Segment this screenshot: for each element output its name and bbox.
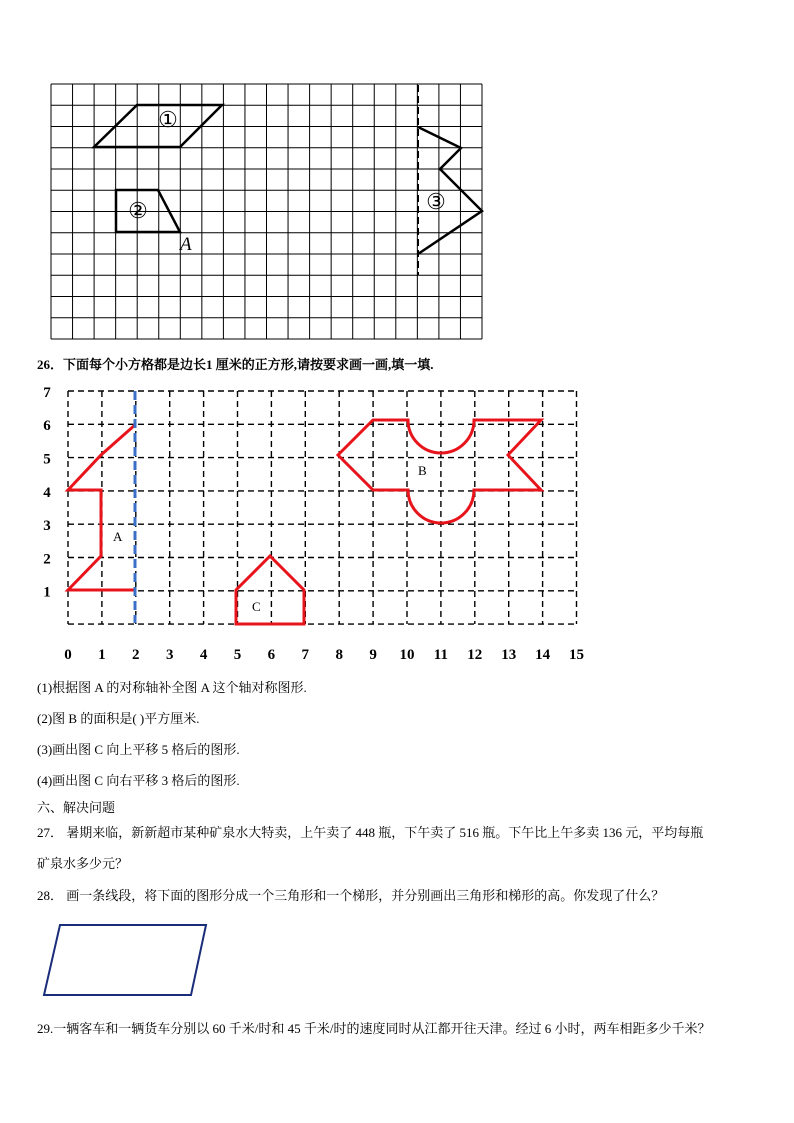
- point-label-a: A: [180, 234, 192, 255]
- q29-text: 29.一辆客车和一辆货车分别以 60 千米/时和 45 千米/时的速度同时从江都开往天津。经过 6 小时，两车相距多少千米？: [37, 1021, 711, 1036]
- figure1-grid-diagram: [0, 0, 794, 345]
- q26-item-1: (1)根据图 A 的对称轴补全图 A 这个轴对称图形.: [37, 680, 307, 695]
- x-tick-label: 11: [433, 647, 448, 663]
- x-tick-label: 2: [132, 647, 140, 663]
- y-tick-label: 7: [43, 384, 51, 401]
- y-axis-tick-labels: [43, 385, 51, 601]
- y-tick-label: 1: [43, 584, 51, 601]
- shape-c: [236, 556, 304, 624]
- x-axis-tick-labels: [64, 647, 584, 663]
- shape-label-3: ③: [426, 189, 446, 214]
- x-tick-label: 7: [301, 647, 310, 663]
- x-tick-label: 3: [165, 647, 174, 663]
- q27-line-2: 矿泉水多少元？: [37, 856, 129, 871]
- y-tick-label: 4: [43, 484, 51, 501]
- q28-parallelogram-figure: [0, 915, 260, 1005]
- x-tick-label: 5: [233, 647, 242, 663]
- x-tick-label: 15: [569, 647, 584, 663]
- y-tick-label: 3: [43, 518, 51, 535]
- shape-c-label: C: [252, 599, 261, 614]
- x-tick-label: 9: [369, 647, 377, 663]
- x-tick-label: 10: [399, 647, 415, 663]
- q28-parallelogram: [44, 925, 206, 995]
- q26-item-2: (2)图 B 的面积是( )平方厘米.: [37, 711, 200, 726]
- x-tick-label: 8: [335, 647, 343, 663]
- shape-label-1: ①: [158, 107, 178, 132]
- x-tick-label: 12: [467, 647, 483, 663]
- x-tick-label: 1: [98, 647, 106, 663]
- figure2-coordinate-grid: [0, 375, 794, 670]
- x-tick-label: 4: [199, 647, 208, 663]
- x-tick-label: 6: [267, 647, 276, 663]
- y-tick-label: 2: [43, 551, 51, 568]
- x-tick-label: 13: [501, 647, 517, 663]
- shape-a-label: A: [113, 529, 123, 544]
- shape-b: [338, 420, 541, 523]
- section-6-title: 六、解决问题: [37, 800, 116, 815]
- q27-line-1: 27． 暑期来临，新新超市某种矿泉水大特卖，上午卖了 448 瓶，下午卖了 516 瓶。下午比上午多卖 136 元，平均每瓶: [37, 825, 704, 840]
- x-tick-label: 14: [535, 647, 551, 663]
- y-tick-label: 6: [43, 418, 51, 435]
- x-tick-label: 0: [64, 647, 72, 663]
- y-tick-label: 5: [43, 451, 51, 468]
- q26-item-3: (3)画出图 C 向上平移 5 格后的图形.: [37, 742, 240, 757]
- shape-label-2: ②: [128, 198, 148, 223]
- q26-item-4: (4)画出图 C 向右平移 3 格后的图形.: [37, 773, 240, 788]
- shape-b-label: B: [418, 463, 427, 478]
- figure2-dashed-gridlines: [68, 391, 577, 624]
- q26-prompt: 26．下面每个小方格都是边长1 厘米的正方形,请按要求画一画,填一填.: [37, 357, 434, 372]
- q28-text: 28． 画一条线段，将下面的图形分成一个三角形和一个梯形，并分别画出三角形和梯形的高。你发现了什么？: [37, 888, 665, 903]
